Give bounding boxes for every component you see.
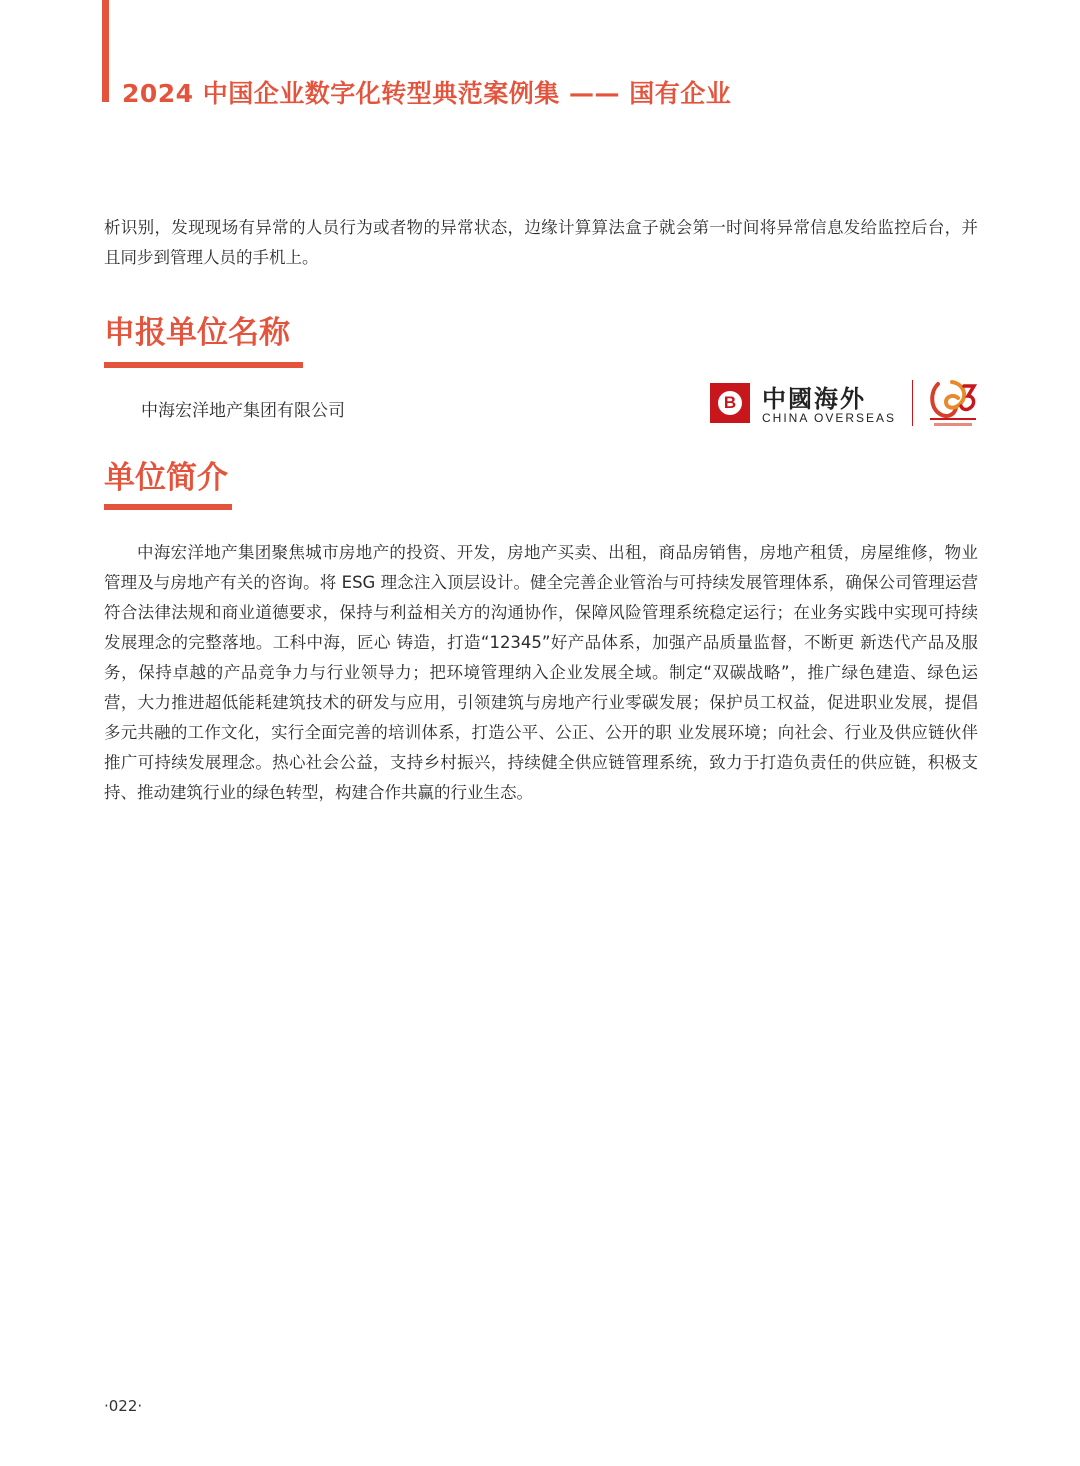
section-underline-applicant — [104, 362, 303, 368]
anniversary-emblem-icon — [924, 378, 982, 430]
page-number: ·022· — [104, 1397, 143, 1415]
section-heading-profile: 单位简介 — [104, 460, 228, 496]
company-profile-paragraph: 中海宏洋地产集团聚焦城市房地产的投资、开发，房地产买卖、出租，商品房销售，房地产租赁，房屋维修，物业管理及与房地产有关的咨询。将 ESG 理念注入顶层设计。健全完善企业管治与可持续发展管理体系，确保公司管理运营符合法律法规和商业道德要求，保持与利益相关方的沟通协作，保障风险管理系统稳定运行；在业务实践中实现可持续发展理念的完整落地。工科中海，匠心 铸造，打造“12345”好产品体系，加强产品质量监督，不断更 新迭代产品及服务，保持卓越的产品竞争力与行业领导力；把环境管理纳入企业发展全域。制定“双碳战略”，推广绿色建造、绿色运营，大力推进超低能耗建筑技术的研发与应用，引领建筑与房地产行业零碳发展；保护员工权益，促进职业发展，提倡多元共融的工作文化，实行全面完善的培训体系，打造公平、公正、公开的职 业发展环境；向社会、行业及供应链伙伴推广可持续发展理念。热心社会公益，支持乡村振兴，持续健全供应链管理系统，致力于打造负责任的供应链，积极支持、推动建筑行业的绿色转型，构建合作共赢的行业生态。 — [104, 543, 978, 802]
logo-divider — [912, 380, 913, 426]
china-overseas-mark-icon: B — [710, 383, 750, 423]
header-accent-bar — [102, 0, 109, 102]
china-overseas-logo — [708, 378, 984, 430]
company-name: 中海宏洋地产集团有限公司 — [141, 401, 345, 421]
intro-paragraph: 析识别，发现现场有异常的人员行为或者物的异常状态，边缘计算算法盒子就会第一时间将异常信息发给监控后台，并且同步到管理人员的手机上。 — [104, 218, 978, 267]
section-heading-applicant: 申报单位名称 — [104, 315, 290, 351]
logo-name-cn: 中國海外 — [762, 384, 866, 413]
section-underline-profile — [104, 504, 232, 510]
document-title: 2024 中国企业数字化转型典范案例集 —— 国有企业 — [122, 79, 732, 108]
logo-name-en: CHINA OVERSEAS — [762, 411, 897, 425]
